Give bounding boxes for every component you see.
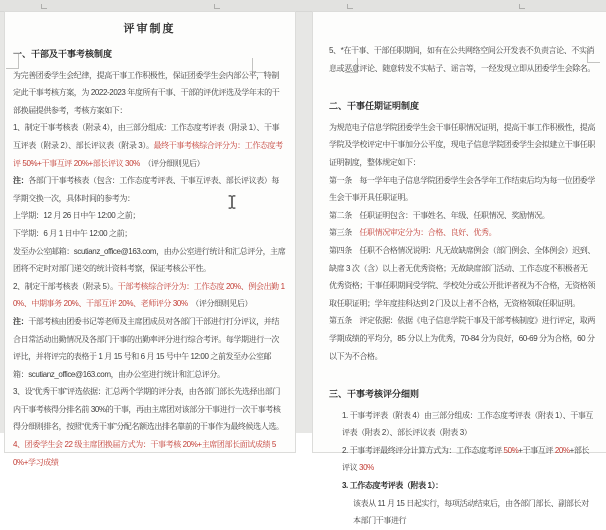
text-run: （评分细则见后）	[187, 299, 253, 309]
paragraph	[329, 224, 595, 242]
text-run: 该表从 11 月 15 日起实行，每项活动结束后，由各部门部长、副部长对本部门干事进行	[353, 498, 589, 526]
paragraph	[13, 207, 286, 225]
ruler-tick-icon	[214, 4, 220, 9]
paragraph	[329, 477, 595, 495]
paragraph	[13, 67, 286, 120]
document-title	[13, 22, 286, 36]
text-run: +干事互评	[518, 445, 555, 455]
text-run: 发至办公室邮箱：scutianz_office@163.com，由办公室进行统计和汇总评分，主席团将不定时对部门递交的统计资料考察，保证考核公平性。	[13, 246, 286, 274]
text-run: 下学期：6 月 1 日中午 12:00 之前；	[13, 228, 132, 238]
text-run: 为规范电子信息学院团委学生会干事任职情况证明，提高干事工作积极性，提高学院及学校评定中干事加分公平度，现电子信息学院团委学生会拟建立干事任职证明制度，整体规定如下：	[329, 122, 595, 167]
paragraph	[329, 242, 595, 312]
text-run: 2、制定干部考核表（附录 5）。	[13, 281, 118, 291]
paragraph	[329, 312, 595, 365]
paragraph	[13, 225, 286, 243]
text-run: 第四条 任职不合格情况说明：凡无故缺席例会（部门例会、全体例会）迟到、缺席 3 次（含）以上者无优秀资格；无故缺席部门活动、工作态度不积极者无优秀资格；干事任职期间受学院、学校处分或公开批评者视为不合格，无资格领取任职证明；学年度挂科达到 2 门及以上者不合格，无资格领取任职证明。	[329, 245, 595, 308]
paragraph	[13, 436, 286, 471]
paragraph	[329, 442, 595, 477]
text-run: 第五条 评定依据：依据《电子信息学院干事及干部考核制度》进行评定，取两学期成绩的平均分，85 分以上为优秀，70-84 分为良好，60-69 分为合格，60 分以下为不合格。	[329, 316, 595, 361]
page-text-area[interactable]	[5, 12, 295, 471]
text-run: （评分细则见后）	[139, 158, 205, 168]
paragraph	[13, 383, 286, 436]
paragraph	[329, 207, 595, 225]
text-run: 第三条	[329, 228, 360, 238]
text-run: 3、设“优秀干事”评选依据：汇总两个学期的评分表，由各部门部长先选择出部门内干事考核得分排名前 30%的干事，再由主席团对该部分干事进行一次干事考核得分细则排名，按照“优秀干事”分配名额选出排名靠前的干事作为最终候选人选。	[13, 387, 284, 432]
highlighted-text-run: 任职情况审定分为：合格、良好、优秀。	[359, 228, 497, 238]
section-heading	[13, 46, 286, 64]
highlighted-text-run: 30%	[359, 463, 374, 473]
ruler-tick-icon	[347, 4, 353, 9]
text-run: 注：	[13, 316, 29, 326]
section-heading	[329, 98, 595, 116]
text-run: 上学期：12 月 26 日中午 12:00 之前；	[13, 211, 140, 221]
highlighted-text-run: 4、团委学生会 22 级主席团换届方式为：干事考核 20%+主席团部长面试成绩 50%+学习成绩	[13, 440, 276, 467]
text-run: 二、干事任期证明制度	[329, 101, 420, 112]
document-page-right[interactable]	[313, 12, 606, 526]
highlighted-text-run: 20%	[554, 445, 570, 455]
highlighted-text-run: 最终干事考核综合评分为：工作态度考评 50%+干事互评 20%+部长评议 30%	[13, 140, 283, 168]
text-run: 一、干部及干事考核制度	[13, 49, 113, 59]
text-run: 各部门干事考核表（包含：工作态度考评表、干事互评表、部长评议表）每学期交换一次，具体时间的参考为：	[13, 176, 279, 203]
text-run: 5、*在干事、干部任职期间，如有在公共网络空间公开发表不负责言论、不实消息或恶意评论、随意转发不实帖子、谣言等，一经发现立即从团委学生会除名。	[329, 46, 595, 73]
paragraph	[13, 172, 286, 207]
paragraph	[13, 119, 286, 172]
paragraph	[13, 278, 286, 313]
paragraph	[13, 243, 286, 278]
i-beam-cursor-icon	[227, 194, 237, 210]
text-run: 注：	[13, 176, 29, 186]
section-heading	[329, 386, 595, 404]
text-run: 第一条 每一学年电子信息学院团委学生会各学年工作结束后均为每一位团委学生会干事开具任职证明。	[329, 175, 595, 203]
text-run: 1、制定干事考核表（附录 4），由三部分组成：工作态度考评表（附录 1）、干事互评表（附录 2）、部长评议表（附录 3）。	[13, 123, 280, 150]
text-run: 为完善团委学生会纪律，提高干事工作积极性，保证团委学生会内部公平，特制定此干事考核方案，为 2022-2023 年度所有干事、干部的评优评选及学年末的干部换届提供参考，考核方案如下：	[13, 70, 280, 115]
text-run: 第二条 任职证明包含：干事姓名、年级、任职情况、奖励情况。	[329, 210, 550, 220]
highlighted-text-run: 50%	[503, 445, 519, 455]
paragraph	[329, 407, 595, 442]
page-text-area[interactable]	[313, 12, 606, 530]
ruler-tick-icon	[519, 4, 525, 9]
paragraph	[329, 42, 595, 77]
paragraph	[329, 119, 595, 172]
page-top-margin-strip	[0, 0, 606, 12]
text-run: 评审制度	[123, 23, 176, 35]
highlighted-text-run: 干部考核综合评分为：工作态度 20%、例会出勤 10%、中期事务 20%、干部互评 20%、老师评分 30%	[13, 281, 285, 309]
document-page-left[interactable]	[5, 12, 295, 467]
text-run: 2. 干事考评最终评分计算方式为：工作态度考评	[342, 445, 504, 455]
text-run: 三、干事考核评分细则	[329, 389, 420, 400]
text-run: 3. 工作态度考评表（附表 1）：	[342, 481, 443, 491]
paragraph	[13, 313, 286, 383]
paragraph	[329, 172, 595, 207]
ruler-tick-icon	[41, 4, 47, 9]
text-run: 干部考核由团委书记等老师及主席团成员对各部门干部进行打分评议，并结合日常活动出勤情况及各部门干事的出勤率评分进行综合考评。每学期进行一次评比，并将评完的表格于 1 月 15 号和 6 月 15 号中午 12:00 之前发至办公室邮箱：scutianz_office@163.com，由办公室进行统计和汇总评分。	[13, 316, 279, 379]
text-run: +部长评议	[342, 445, 590, 473]
text-run: 1. 干事考评表（附表 4）由三部分组成：工作态度考评表（附表 1）、干事互评表（附表 2）、部长评议表（附表 3）	[342, 410, 594, 438]
paragraph	[329, 495, 595, 530]
